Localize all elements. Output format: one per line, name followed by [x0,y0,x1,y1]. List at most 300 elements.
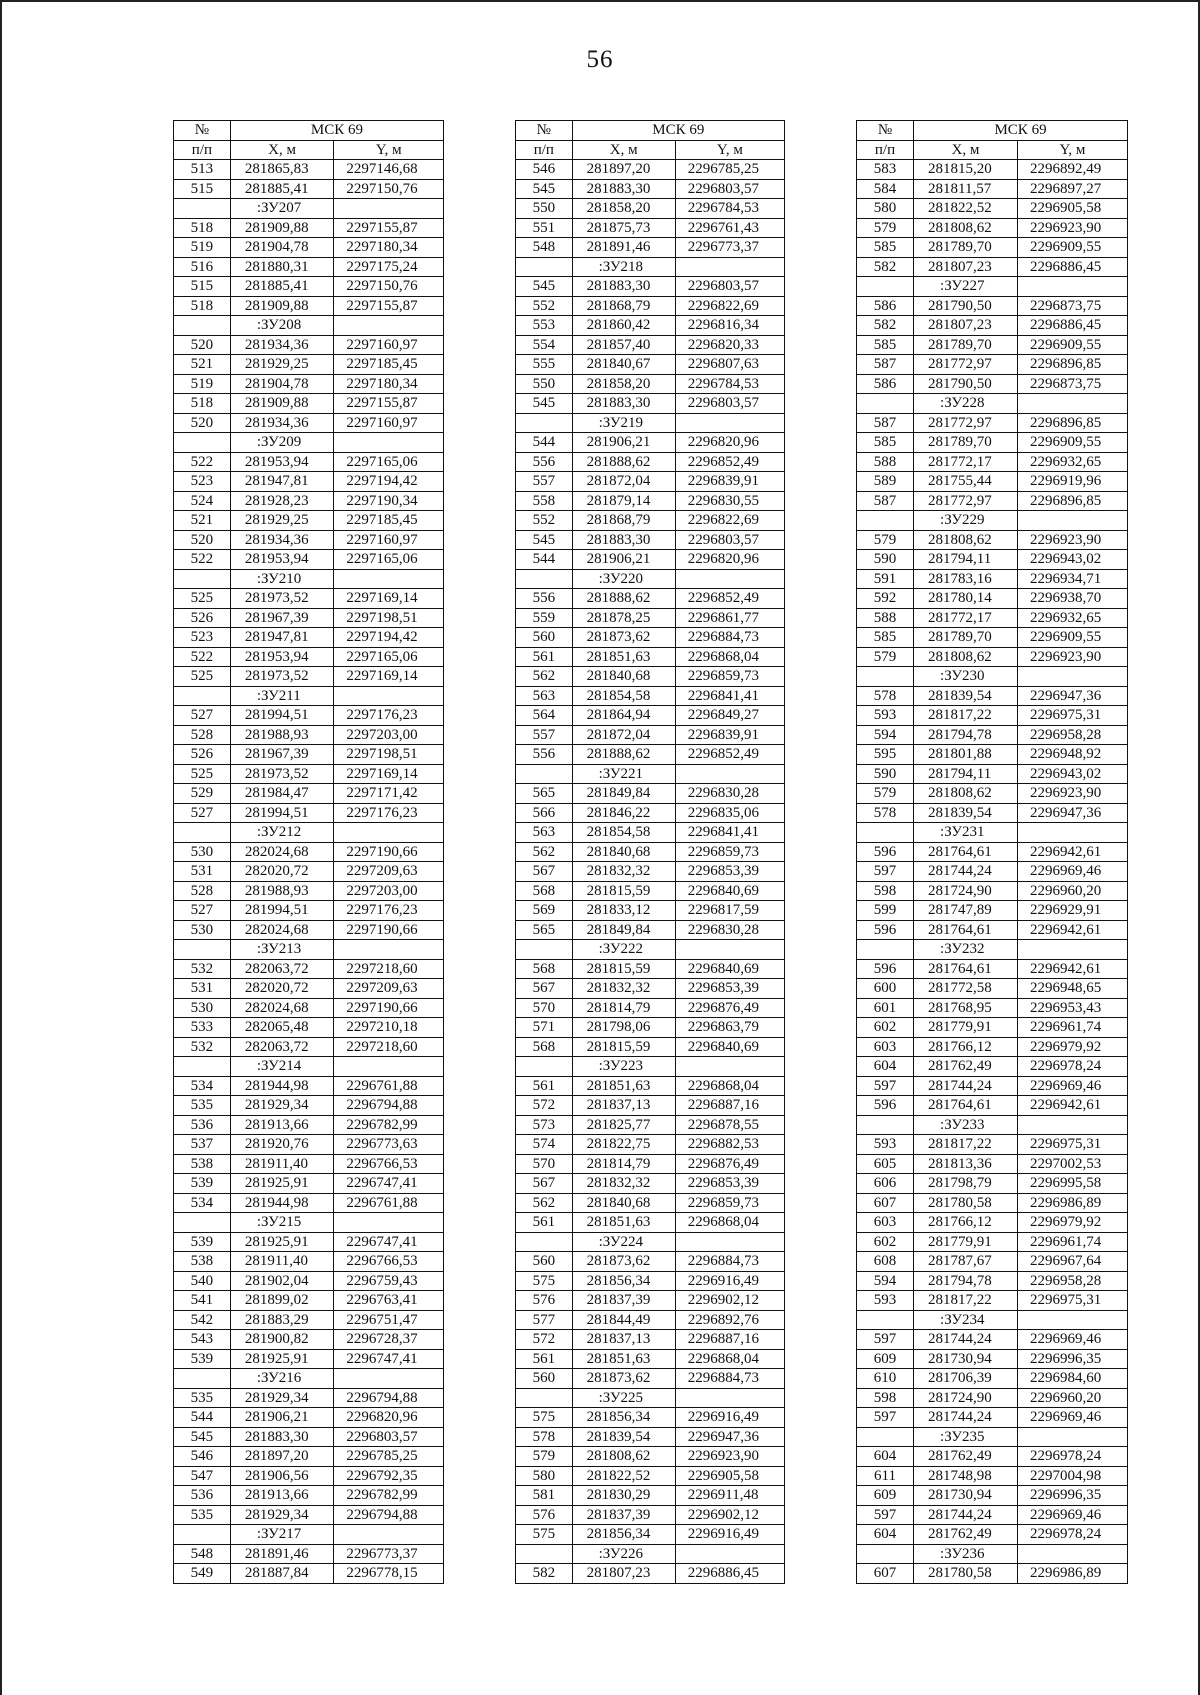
parcel-label: :ЗУ208 [230,316,334,336]
point-number: 598 [857,881,914,901]
y-coordinate: 2296902,12 [675,1291,784,1311]
y-coordinate: 2296975,31 [1017,1291,1127,1311]
empty-y-cell [334,433,444,453]
empty-num-cell [516,257,573,277]
y-coordinate: 2296747,41 [334,1349,444,1369]
coordinate-row [174,1486,444,1506]
scan-edge-left [0,0,2,1695]
y-coordinate: 2296840,69 [675,1037,784,1057]
parcel-label-row [174,199,444,219]
x-coordinate: 281856,34 [572,1408,675,1428]
empty-y-cell [1017,1427,1127,1447]
y-coordinate: 2297146,68 [334,160,444,180]
coordinate-row [516,959,785,979]
x-coordinate: 281953,94 [230,550,334,570]
x-coordinate: 281868,79 [572,296,675,316]
y-coordinate: 2296929,91 [1017,901,1127,921]
y-coordinate: 2297150,76 [334,179,444,199]
y-coordinate: 2296763,41 [334,1291,444,1311]
point-number: 585 [857,238,914,258]
x-coordinate: 281994,51 [230,706,334,726]
y-coordinate: 2296897,27 [1017,179,1127,199]
point-number: 576 [516,1505,573,1525]
x-coordinate: 281929,34 [230,1388,334,1408]
point-number: 561 [516,1213,573,1233]
coordinate-row [516,1310,785,1330]
coordinate-row [516,686,785,706]
coordinate-row [516,218,785,238]
point-number: 579 [516,1447,573,1467]
x-coordinate: 281934,36 [230,335,334,355]
x-coordinate: 281814,79 [572,998,675,1018]
parcel-label-row [174,433,444,453]
point-number: 580 [857,199,914,219]
y-coordinate: 2296868,04 [675,1349,784,1369]
y-coordinate: 2297218,60 [334,1037,444,1057]
point-number: 574 [516,1135,573,1155]
empty-num-cell [857,940,914,960]
empty-num-cell [174,316,231,336]
point-number: 600 [857,979,914,999]
header-x: X, м [914,140,1018,160]
parcel-label-row [174,569,444,589]
y-coordinate: 2296882,53 [675,1135,784,1155]
point-number: 597 [857,1076,914,1096]
point-number: 533 [174,1018,231,1038]
y-coordinate: 2296916,49 [675,1525,784,1545]
x-coordinate: 281840,67 [572,355,675,375]
coordinate-row [174,1564,444,1584]
y-coordinate: 2296830,55 [675,491,784,511]
coordinate-row [516,179,785,199]
parcel-label: :ЗУ227 [914,277,1018,297]
y-coordinate: 2296859,73 [675,842,784,862]
y-coordinate: 2296884,73 [675,628,784,648]
coordinate-row [174,1076,444,1096]
empty-y-cell [334,1213,444,1233]
point-number: 531 [174,862,231,882]
y-coordinate: 2296873,75 [1017,296,1127,316]
x-coordinate: 281837,13 [572,1330,675,1350]
y-coordinate: 2297209,63 [334,862,444,882]
point-number: 596 [857,1096,914,1116]
point-number: 520 [174,530,231,550]
point-number: 609 [857,1349,914,1369]
y-coordinate: 2296942,61 [1017,920,1127,940]
y-coordinate: 2297190,34 [334,491,444,511]
parcel-label: :ЗУ228 [914,394,1018,414]
header-y: Y, м [675,140,784,160]
coordinate-row [174,1388,444,1408]
coordinate-row [516,1330,785,1350]
y-coordinate: 2296909,55 [1017,238,1127,258]
y-coordinate: 2296803,57 [675,277,784,297]
y-coordinate: 2296938,70 [1017,589,1127,609]
x-coordinate: 281973,52 [230,589,334,609]
point-number: 544 [174,1408,231,1428]
y-coordinate: 2296841,41 [675,686,784,706]
point-number: 596 [857,959,914,979]
coordinate-row [857,764,1128,784]
y-coordinate: 2296794,88 [334,1096,444,1116]
coordinate-row [174,1310,444,1330]
coordinate-row [516,901,785,921]
point-number: 523 [174,472,231,492]
y-coordinate: 2296896,85 [1017,413,1127,433]
empty-y-cell [675,1388,784,1408]
y-coordinate: 2296960,20 [1017,881,1127,901]
x-coordinate: 281929,34 [230,1505,334,1525]
point-number: 580 [516,1466,573,1486]
coordinate-row [857,238,1128,258]
parcel-label: :ЗУ230 [914,667,1018,687]
empty-y-cell [675,1057,784,1077]
coordinate-row [516,842,785,862]
y-coordinate: 2296840,69 [675,881,784,901]
y-coordinate: 2296868,04 [675,1076,784,1096]
point-number: 610 [857,1369,914,1389]
point-number: 562 [516,1193,573,1213]
scan-edge-top [0,0,1200,2]
y-coordinate: 2296835,06 [675,803,784,823]
point-number: 585 [857,335,914,355]
x-coordinate: 281864,94 [572,706,675,726]
point-number: 561 [516,647,573,667]
table-body [516,160,785,1584]
y-coordinate: 2296969,46 [1017,1330,1127,1350]
point-number: 536 [174,1486,231,1506]
coordinate-row [174,959,444,979]
coordinate-row [857,218,1128,238]
empty-num-cell [516,569,573,589]
point-number: 607 [857,1193,914,1213]
x-coordinate: 281934,36 [230,413,334,433]
x-coordinate: 281851,63 [572,1213,675,1233]
x-coordinate: 281779,91 [914,1018,1018,1038]
coordinate-row [174,1018,444,1038]
empty-num-cell [857,1115,914,1135]
coordinate-row [174,745,444,765]
parcel-label: :ЗУ219 [572,413,675,433]
coordinate-row [516,589,785,609]
x-coordinate: 282065,48 [230,1018,334,1038]
y-coordinate: 2297180,34 [334,238,444,258]
point-number: 582 [516,1564,573,1584]
x-coordinate: 281878,25 [572,608,675,628]
point-number: 552 [516,511,573,531]
coordinate-row [516,608,785,628]
point-number: 609 [857,1486,914,1506]
x-coordinate: 281900,82 [230,1330,334,1350]
y-coordinate: 2296953,43 [1017,998,1127,1018]
y-coordinate: 2296785,25 [675,160,784,180]
x-coordinate: 281883,29 [230,1310,334,1330]
point-number: 529 [174,784,231,804]
y-coordinate: 2296886,45 [1017,257,1127,277]
parcel-label-row [174,1057,444,1077]
y-coordinate: 2296853,39 [675,862,784,882]
coordinate-row [174,881,444,901]
header-x: X, м [230,140,334,160]
y-coordinate: 2297155,87 [334,296,444,316]
parcel-label: :ЗУ218 [572,257,675,277]
coordinate-row [516,920,785,940]
x-coordinate: 281808,62 [572,1447,675,1467]
y-coordinate: 2296852,49 [675,589,784,609]
point-number: 538 [174,1154,231,1174]
x-coordinate: 281929,34 [230,1096,334,1116]
coordinate-row [516,706,785,726]
y-coordinate: 2296884,73 [675,1252,784,1272]
empty-y-cell [1017,667,1127,687]
empty-num-cell [857,511,914,531]
point-number: 518 [174,218,231,238]
header-y: Y, м [334,140,444,160]
x-coordinate: 281815,59 [572,959,675,979]
coordinate-row [857,745,1128,765]
empty-y-cell [334,569,444,589]
parcel-label: :ЗУ217 [230,1525,334,1545]
x-coordinate: 281873,62 [572,1369,675,1389]
y-coordinate: 2296878,55 [675,1115,784,1135]
point-number: 591 [857,569,914,589]
empty-y-cell [675,1232,784,1252]
coordinate-row [857,862,1128,882]
x-coordinate: 281967,39 [230,745,334,765]
y-coordinate: 2296916,49 [675,1408,784,1428]
coordinate-row [174,491,444,511]
y-coordinate: 2296778,15 [334,1564,444,1584]
point-number: 563 [516,823,573,843]
x-coordinate: 281873,62 [572,1252,675,1272]
coordinate-row [174,238,444,258]
x-coordinate: 281817,22 [914,706,1018,726]
point-number: 553 [516,316,573,336]
coordinate-row [857,920,1128,940]
y-coordinate: 2296986,89 [1017,1564,1127,1584]
point-number: 519 [174,374,231,394]
x-coordinate: 281856,34 [572,1271,675,1291]
y-coordinate: 2296923,90 [1017,784,1127,804]
x-coordinate: 281764,61 [914,1096,1018,1116]
header-num: № [174,121,231,141]
page-number: 56 [586,46,614,73]
y-coordinate: 2297185,45 [334,511,444,531]
x-coordinate: 281911,40 [230,1252,334,1272]
coordinate-row [857,959,1128,979]
header-num-sub: п/п [857,140,914,160]
y-coordinate: 2297198,51 [334,745,444,765]
y-coordinate: 2296803,57 [675,530,784,550]
point-number: 556 [516,452,573,472]
coordinate-row [174,706,444,726]
point-number: 561 [516,1349,573,1369]
empty-num-cell [516,940,573,960]
point-number: 564 [516,706,573,726]
point-number: 530 [174,998,231,1018]
point-number: 569 [516,901,573,921]
coordinate-row [516,803,785,823]
x-coordinate: 281925,91 [230,1349,334,1369]
coordinate-row [174,160,444,180]
coordinate-row [174,335,444,355]
y-coordinate: 2296782,99 [334,1115,444,1135]
coordinate-row [516,1018,785,1038]
coordinate-row [857,179,1128,199]
x-coordinate: 281953,94 [230,452,334,472]
point-number: 576 [516,1291,573,1311]
x-coordinate: 281875,73 [572,218,675,238]
point-number: 548 [174,1544,231,1564]
parcel-label: :ЗУ226 [572,1544,675,1564]
y-coordinate: 2296923,90 [1017,530,1127,550]
y-coordinate: 2296803,57 [334,1427,444,1447]
x-coordinate: 281925,91 [230,1232,334,1252]
coordinate-row [516,277,785,297]
y-coordinate: 2296969,46 [1017,1505,1127,1525]
empty-num-cell [174,1057,231,1077]
coordinate-row [857,1564,1128,1584]
x-coordinate: 281906,56 [230,1466,334,1486]
y-coordinate: 2296820,33 [675,335,784,355]
x-coordinate: 281885,41 [230,179,334,199]
coordinate-row [174,277,444,297]
y-coordinate: 2297203,00 [334,725,444,745]
x-coordinate: 281858,20 [572,374,675,394]
point-number: 568 [516,959,573,979]
point-number: 593 [857,706,914,726]
empty-y-cell [1017,940,1127,960]
point-number: 579 [857,218,914,238]
parcel-label: :ЗУ223 [572,1057,675,1077]
point-number: 525 [174,667,231,687]
point-number: 596 [857,920,914,940]
coordinate-row [857,1252,1128,1272]
point-number: 555 [516,355,573,375]
point-number: 548 [516,238,573,258]
header-num: № [516,121,573,141]
coordinate-row [174,1115,444,1135]
point-number: 558 [516,491,573,511]
point-number: 513 [174,160,231,180]
y-coordinate: 2296996,35 [1017,1486,1127,1506]
x-coordinate: 281772,58 [914,979,1018,999]
y-coordinate: 2296822,69 [675,511,784,531]
x-coordinate: 281794,78 [914,725,1018,745]
x-coordinate: 281789,70 [914,238,1018,258]
y-coordinate: 2296807,63 [675,355,784,375]
y-coordinate: 2297176,23 [334,901,444,921]
y-coordinate: 2297198,51 [334,608,444,628]
coordinate-row [516,784,785,804]
point-number: 585 [857,628,914,648]
empty-y-cell [1017,394,1127,414]
point-number: 587 [857,413,914,433]
x-coordinate: 281913,66 [230,1486,334,1506]
header-system: МСК 69 [230,121,443,141]
y-coordinate: 2296861,77 [675,608,784,628]
coordinate-row [174,257,444,277]
table-body [857,160,1128,1584]
coordinate-row [857,725,1128,745]
coordinate-row [174,179,444,199]
coordinate-row [174,589,444,609]
point-number: 588 [857,452,914,472]
empty-num-cell [174,686,231,706]
x-coordinate: 281772,97 [914,413,1018,433]
x-coordinate: 281873,62 [572,628,675,648]
point-number: 601 [857,998,914,1018]
point-number: 550 [516,199,573,219]
x-coordinate: 281807,23 [914,257,1018,277]
coordinate-row [857,1076,1128,1096]
x-coordinate: 281851,63 [572,647,675,667]
coordinate-row [857,784,1128,804]
x-coordinate: 281744,24 [914,1330,1018,1350]
x-coordinate: 281772,97 [914,491,1018,511]
empty-y-cell [1017,1544,1127,1564]
y-coordinate: 2296759,43 [334,1271,444,1291]
y-coordinate: 2296969,46 [1017,1408,1127,1428]
empty-num-cell [857,667,914,687]
coordinates-table-1 [173,120,444,1584]
x-coordinate: 281832,32 [572,1174,675,1194]
x-coordinate: 281840,68 [572,667,675,687]
point-number: 596 [857,842,914,862]
coordinate-row [857,530,1128,550]
y-coordinate: 2297194,42 [334,628,444,648]
coordinate-row [516,238,785,258]
point-number: 515 [174,277,231,297]
x-coordinate: 281832,32 [572,979,675,999]
x-coordinate: 281888,62 [572,589,675,609]
x-coordinate: 281839,54 [572,1427,675,1447]
x-coordinate: 281906,21 [572,550,675,570]
x-coordinate: 281833,12 [572,901,675,921]
x-coordinate: 281967,39 [230,608,334,628]
y-coordinate: 2296947,36 [675,1427,784,1447]
point-number: 602 [857,1232,914,1252]
coordinate-row [174,998,444,1018]
parcel-label-row [857,823,1128,843]
point-number: 584 [857,179,914,199]
x-coordinate: 281779,91 [914,1232,1018,1252]
x-coordinate: 281849,84 [572,920,675,940]
y-coordinate: 2296943,02 [1017,550,1127,570]
y-coordinate: 2296896,85 [1017,355,1127,375]
coordinate-row [516,550,785,570]
table-body [174,160,444,1584]
x-coordinate: 281904,78 [230,238,334,258]
empty-y-cell [675,940,784,960]
x-coordinate: 281787,67 [914,1252,1018,1272]
coordinate-row [174,1408,444,1428]
point-number: 560 [516,1369,573,1389]
coordinate-row [174,1232,444,1252]
x-coordinate: 281904,78 [230,374,334,394]
coordinate-row [516,160,785,180]
point-number: 578 [857,803,914,823]
x-coordinate: 281879,14 [572,491,675,511]
parcel-label-row [174,1213,444,1233]
x-coordinate: 281808,62 [914,784,1018,804]
coordinate-row [516,1369,785,1389]
coordinate-row [857,1408,1128,1428]
header-x: X, м [572,140,675,160]
coordinate-row [516,1252,785,1272]
coordinate-row [516,1193,785,1213]
parcel-label-row [516,1232,785,1252]
